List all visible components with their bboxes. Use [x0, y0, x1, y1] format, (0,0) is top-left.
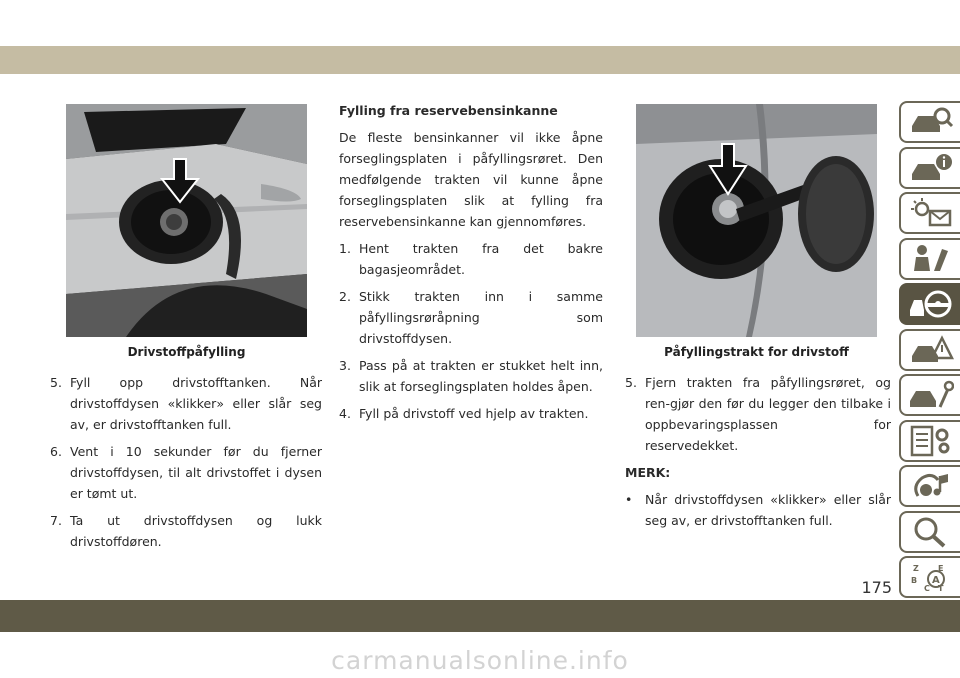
list-item: 5. Fjern trakten fra påfyllingsrøret, og ren-gjør den før du legger den tilbake i oppbevaringsplassen for reservedekket. — [625, 375, 891, 453]
tab-car-magnifier[interactable] — [899, 101, 960, 143]
list-item: 3. Pass på at trakten er stukket helt inn, slik at forseglingsplaten holdes åpen. — [339, 358, 603, 394]
figure-caption-right: Påfyllingstrakt for drivstoff — [664, 345, 849, 359]
bottom-footer-band — [0, 600, 960, 632]
checklist-gears-icon — [908, 425, 954, 457]
funnel-steps-list — [339, 238, 603, 424]
fuel-filling-photo — [66, 104, 307, 337]
top-header-band — [0, 46, 960, 74]
magnifier-icon — [908, 516, 954, 548]
list-item: 7. Ta ut drivstoffdysen og lukk drivstoffdøren. — [50, 513, 322, 549]
warning-lights-icon — [908, 197, 954, 229]
music-navigation-icon — [908, 470, 954, 502]
list-item: 1. Hent trakten fra det bakre bagasjeområdet. — [339, 241, 603, 277]
car-wrench-icon — [908, 379, 954, 411]
svg-text:B: B — [910, 576, 917, 585]
tab-checklist-gears[interactable] — [899, 420, 960, 462]
car-warning-icon — [908, 334, 954, 366]
intro-paragraph: De fleste bensinkanner vil ikke åpne forseglingsplaten i påfyllingsrøret. Den medfølgende trakten vil kunne åpne forseglingsplaten slik at fylling fra reservebensinkanne kan gjennomføres. — [339, 130, 603, 229]
tab-warning-lights[interactable] — [899, 192, 960, 234]
column-3 — [625, 372, 891, 537]
svg-text:Z: Z — [912, 564, 919, 573]
svg-text:T: T — [937, 584, 943, 593]
section-heading: Fylling fra reservebensinkanne — [339, 103, 558, 118]
funnel-illustration — [636, 104, 877, 337]
steering-wheel-icon — [908, 288, 954, 320]
list-item: 2. Stikk trakten inn i samme påfyllingsrøråpning som drivstoffdysen. — [339, 289, 603, 346]
car-magnifier-icon — [908, 106, 954, 138]
watermark: carmanualsonline.info — [331, 646, 629, 675]
column-2 — [339, 100, 603, 430]
tab-steering-wheel[interactable] — [899, 283, 960, 325]
tab-seat-person[interactable] — [899, 238, 960, 280]
fuel-door-illustration — [66, 104, 307, 337]
list-item: • Når drivstoffdysen «klikker» eller slår seg av, er drivstofftanken full. — [625, 492, 891, 528]
tab-car-info[interactable] — [899, 147, 960, 189]
chapter-tabs — [899, 101, 960, 602]
car-info-icon — [908, 152, 954, 184]
note-bullets — [625, 489, 891, 531]
tab-music-navigation[interactable] — [899, 465, 960, 507]
svg-text:A: A — [931, 575, 940, 586]
seat-person-icon — [908, 243, 954, 275]
page-number: 175 — [861, 578, 892, 597]
note-heading: MERK: — [625, 465, 671, 480]
column-1 — [50, 372, 322, 558]
alphabet-index-icon — [908, 561, 954, 593]
list-item: 6. Vent i 10 sekunder før du fjerner drivstoffdysen, til alt drivstoffet i dysen er tømt ut. — [50, 444, 322, 501]
svg-text:E: E — [937, 564, 943, 573]
figure-caption-left: Drivstoffpåfylling — [127, 345, 246, 359]
tab-magnifier[interactable] — [899, 511, 960, 553]
list-item: 4. Fyll på drivstoff ved hjelp av trakten. — [339, 406, 589, 421]
tab-car-wrench[interactable] — [899, 374, 960, 416]
tab-car-warning[interactable] — [899, 329, 960, 371]
tab-alphabet-index[interactable] — [899, 556, 960, 598]
list-item: 5. Fyll opp drivstofftanken. Når drivstoffdysen «klikker» eller slår seg av, er drivstofftanken full. — [50, 375, 322, 432]
funnel-final-steps-list — [625, 372, 891, 456]
fueling-steps-list — [50, 372, 322, 552]
svg-text:C: C — [923, 584, 930, 593]
fuel-funnel-photo — [636, 104, 877, 337]
